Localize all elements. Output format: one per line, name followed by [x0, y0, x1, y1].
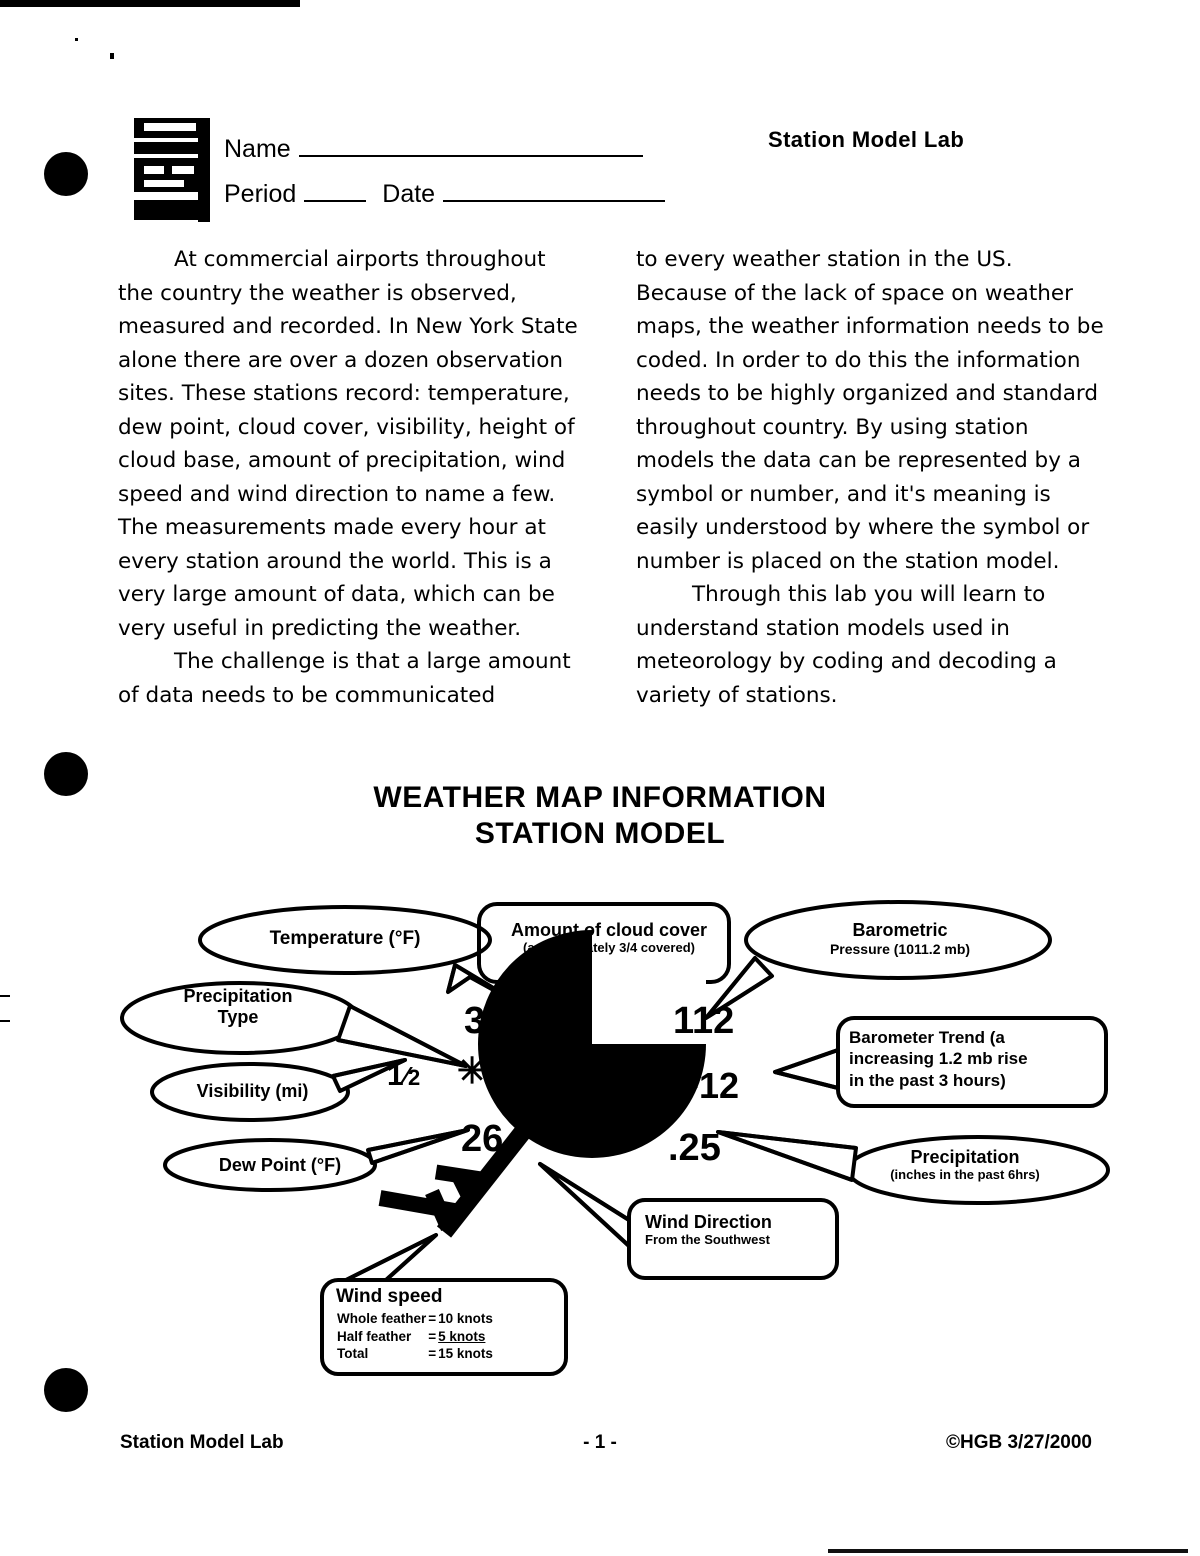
callout-precipitation-type	[138, 986, 338, 1027]
footer-copyright: ©HGB 3/27/2000	[945, 1432, 1092, 1453]
name-label: Name	[224, 135, 291, 163]
period-date-field-row	[224, 180, 665, 209]
callout-cloud-cover	[484, 920, 734, 956]
station-value-temperature: 31	[464, 1000, 507, 1042]
wind-speed-eq: =	[428, 1328, 437, 1344]
diagram-title-line-2: STATION MODEL	[474, 817, 726, 850]
date-input-line[interactable]	[443, 200, 665, 202]
wind-speed-label: Total	[337, 1346, 369, 1362]
footer-left-label: Station Model Lab	[120, 1432, 284, 1453]
callout-precip-type-line2: Type	[217, 1006, 259, 1027]
paragraph: The challenge is that a large amount of data needs to be communicated	[118, 649, 571, 708]
callout-barometer-trend-line3: in the past 3 hours)	[849, 1070, 1006, 1090]
date-label: Date	[382, 180, 436, 208]
callout-cloud-cover-main: Amount of cloud cover	[510, 920, 707, 940]
paragraph: to every weather station in the US. Because of the lack of space on weather maps, the weather information needs to be coded. In order to do this the information needs to be highly organized and standard throughout country. By using station models the data can be represented by a symbol or number, and it's meaning is easily understood by where the symbol or number is placed on the station model.	[636, 247, 1104, 574]
period-label: Period	[224, 180, 297, 208]
station-value-visibility-numerator: 1	[387, 1059, 404, 1092]
period-input-line[interactable]	[304, 200, 366, 202]
callout-precipitation-sub: (inches in the past 6hrs)	[890, 1166, 1040, 1182]
callout-precipitation-main: Precipitation	[910, 1147, 1020, 1167]
callout-barometer-trend	[849, 1027, 1099, 1091]
callout-wind-direction	[645, 1212, 825, 1248]
station-value-precipitation-type-symbol: ✳✳	[457, 1050, 526, 1091]
name-input-line[interactable]	[299, 155, 643, 157]
callout-wind-direction-sub: From the Southwest	[645, 1231, 770, 1247]
paragraph: At commercial airports throughout the country the weather is observed, measured and recorded. In New York State alone there are over a dozen observation sites. These stations record: temperature, dew point, cloud cover, visibility, height of cloud base, amount of precipitation, wind speed and wind direction to name a few. The measurements made every hour at every station around the world. This is a very large amount of data, which can be very useful in predicting the weather.	[118, 247, 578, 641]
page-footer	[0, 1432, 1200, 1462]
callout-wind-direction-main: Wind Direction	[645, 1212, 772, 1232]
footer-page-number: - 1 -	[583, 1432, 617, 1453]
callout-barometer-trend-line2: increasing 1.2 mb rise	[849, 1049, 1028, 1069]
table-row	[336, 1310, 494, 1328]
wind-speed-table	[336, 1310, 494, 1363]
callout-cloud-cover-sub: (approximately 3/4 covered)	[523, 939, 695, 955]
callout-visibility-label: Visibility (mi)	[196, 1081, 309, 1101]
scan-speck	[75, 38, 78, 41]
callout-barometric-pressure	[760, 920, 1040, 957]
callout-barometer-trend-line1: Barometer Trend (a	[849, 1028, 1005, 1047]
callout-dew-point-label: Dew Point (°F)	[218, 1155, 342, 1175]
wind-speed-eq: =	[428, 1310, 437, 1326]
callout-precip-type-line1: Precipitation	[183, 986, 293, 1006]
station-value-visibility: 1⁄2	[387, 1059, 421, 1092]
scan-speck	[110, 53, 114, 59]
station-value-pressure-trend: +12	[678, 1065, 740, 1106]
station-value-visibility-denominator: 2	[408, 1065, 421, 1090]
station-model-symbol	[380, 930, 706, 1232]
table-row	[336, 1345, 494, 1363]
wind-speed-value: 15 knots	[438, 1346, 493, 1362]
diagram-title-line-1: WEATHER MAP INFORMATION	[373, 781, 827, 814]
callout-temperature-label: Temperature (°F)	[269, 928, 421, 949]
intro-text-left-column	[118, 243, 578, 712]
paragraph: Through this lab you will learn to understand station models used in meteorology by coding and decoding a variety of stations.	[636, 582, 1057, 708]
table-row	[336, 1328, 494, 1346]
diagram-title	[0, 780, 1200, 852]
wind-speed-value: 5 knots	[438, 1328, 486, 1344]
callout-barometric-main: Barometric	[852, 920, 948, 940]
scan-edge-artifact-bottom	[828, 1549, 1188, 1553]
station-value-dew-point: 26	[461, 1118, 504, 1160]
wind-speed-label: Whole feather	[337, 1310, 427, 1326]
lab-logo-icon	[128, 118, 214, 222]
callout-precipitation-amount	[840, 1147, 1090, 1183]
page-title: Station Model Lab	[768, 127, 965, 152]
hole-punch-mark	[44, 152, 88, 196]
wind-speed-eq: =	[428, 1346, 437, 1362]
callout-barometric-sub: Pressure (1011.2 mb)	[829, 940, 971, 957]
callout-wind-speed-title: Wind speed	[336, 1286, 443, 1307]
station-value-pressure-coded: 112	[673, 1000, 735, 1042]
name-field-row	[224, 135, 643, 164]
wind-speed-label: Half feather	[337, 1328, 412, 1344]
intro-text-right-column	[636, 243, 1106, 712]
callout-wind-speed	[336, 1286, 566, 1363]
wind-speed-value: 10 knots	[438, 1310, 493, 1326]
station-value-precipitation-amount: .25	[668, 1127, 721, 1169]
scan-edge-artifact-top	[0, 0, 300, 7]
